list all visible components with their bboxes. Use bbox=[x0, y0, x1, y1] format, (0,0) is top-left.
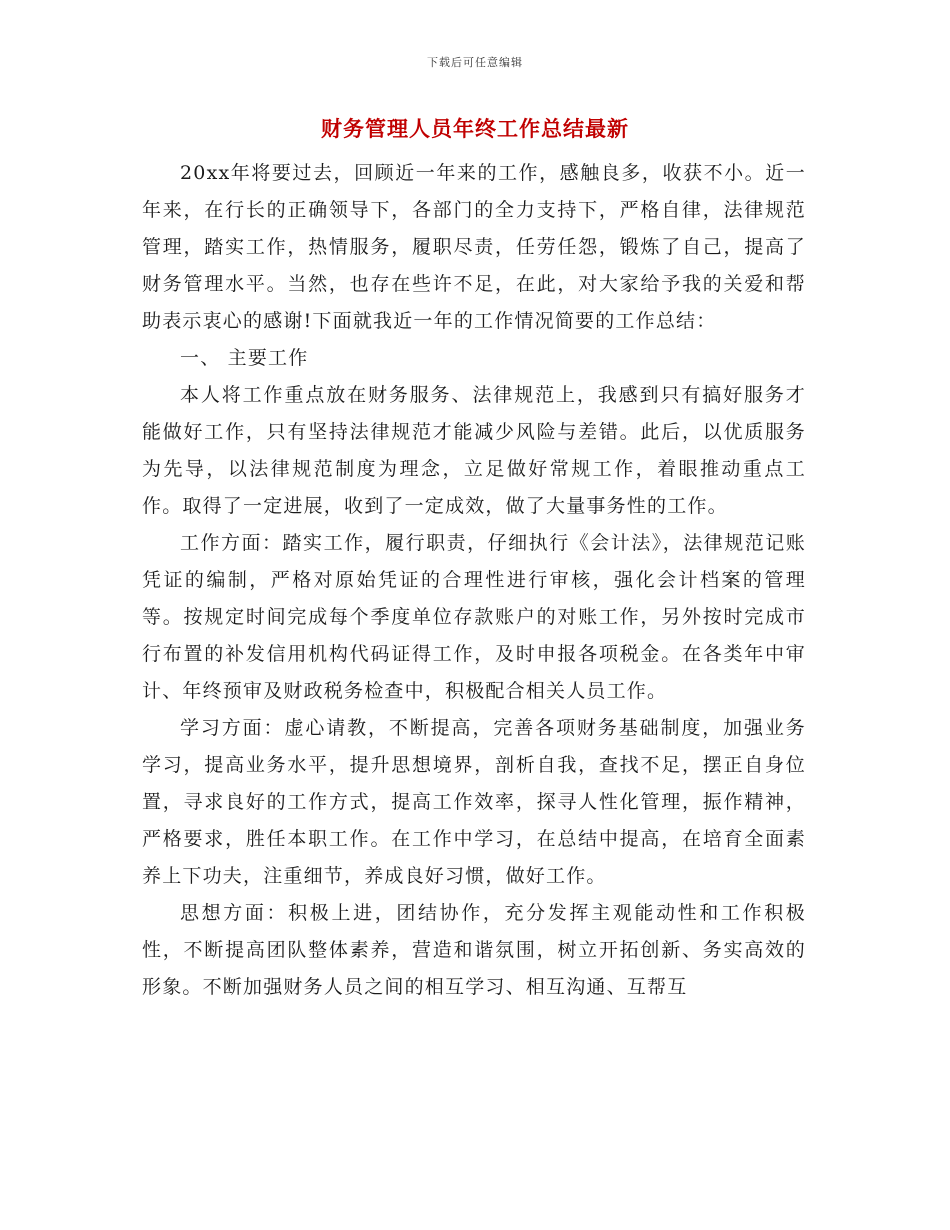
paragraph-study-aspect: 学习方面：虚心请教，不断提高，完善各项财务基础制度，加强业务学习，提高业务水平，提升思想境界，剖析自我，查找不足，摆正自身位置，寻求良好的工作方式，提高工作效率，探寻人性化管理，振作精神，严格要求，胜任本职工作。在工作中学习，在总结中提高，在培育全面素养上下功夫，注重细节，养成良好习惯，做好工作。 bbox=[142, 717, 806, 887]
document-title: 财务管理人员年终工作总结最新 bbox=[321, 116, 629, 141]
paragraph-intro: 20xx年将要过去，回顾近一年来的工作，感触良多，收获不小。近一年来，在行长的正确领导下，各部门的全力支持下，严格自律，法律规范管理，踏实工作，热情服务，履职尽责，任劳任怨，锻炼了自己，提高了财务管理水平。当然，也存在些许不足，在此，对大家给予我的关爱和帮助表示衷心的感谢!下面就我近一年的工作情况简要的工作总结： bbox=[142, 162, 806, 332]
paragraph-thought-aspect: 思想方面：积极上进，团结协作，充分发挥主观能动性和工作积极性，不断提高团队整体素养，营造和谐氛围，树立开拓创新、务实高效的形象。不断加强财务人员之间的相互学习、相互沟通、互帮互 bbox=[142, 902, 806, 998]
paragraph-work-aspect: 工作方面：踏实工作，履行职责，仔细执行《会计法》，法律规范记账凭证的编制，严格对原始凭证的合理性进行审核，强化会计档案的管理等。按规定时间完成每个季度单位存款账户的对账工作，另外按时完成市行布置的补发信用机构代码证得工作，及时申报各项税金。在各类年中审计、年终预审及财政税务检查中，积极配合相关人员工作。 bbox=[142, 532, 806, 702]
paragraph-work-focus: 本人将工作重点放在财务服务、法律规范上，我感到只有搞好服务才能做好工作，只有坚持法律规范才能减少风险与差错。此后，以优质服务为先导，以法律规范制度为理念，立足做好常规工作，着眼推动重点工作。取得了一定进展，收到了一定成效，做了大量事务性的工作。 bbox=[142, 384, 806, 517]
section-heading-main-work: 一、 主要工作 bbox=[180, 347, 309, 369]
document-body bbox=[142, 155, 806, 1006]
header-note: 下载后可任意编辑 bbox=[427, 56, 523, 69]
